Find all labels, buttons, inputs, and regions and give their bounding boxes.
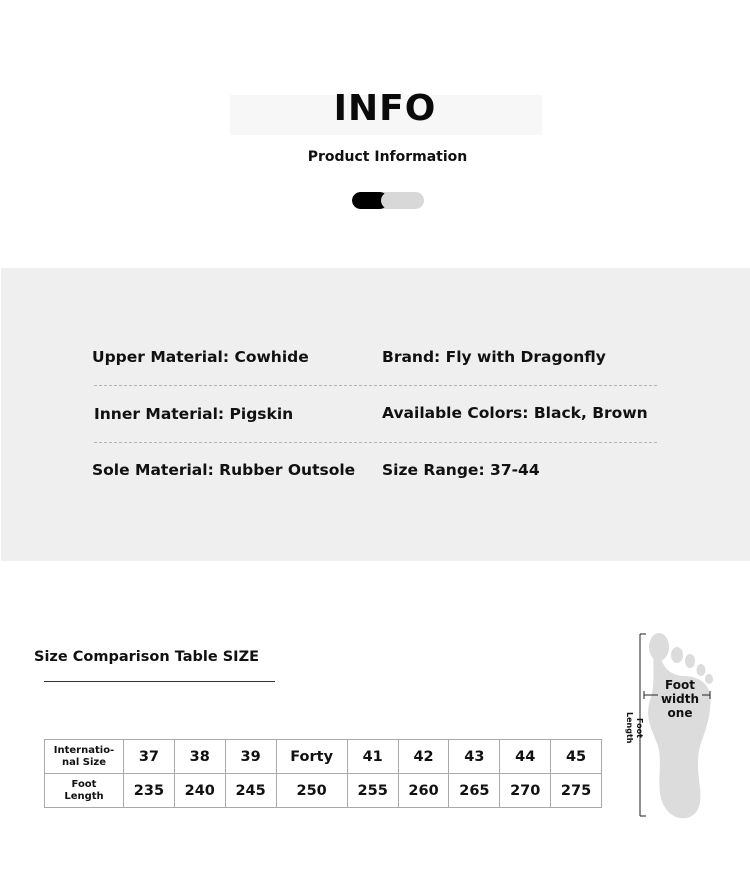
size-table-heading: Size Comparison Table SIZE [34, 649, 259, 665]
length-cell: 250 [276, 774, 347, 808]
length-cell: 235 [124, 774, 175, 808]
foot-width-label: Foot width one [660, 678, 700, 720]
heading-underline [44, 681, 275, 682]
size-cell: Forty [276, 740, 347, 774]
info-inner-material: Inner Material: Pigskin [94, 405, 294, 423]
foot-length-label: Foot Length [625, 712, 644, 744]
info-size-range: Size Range: 37-44 [382, 461, 540, 479]
page-subtitle: Product Information [307, 149, 468, 165]
row-header-label: Internatio- nal Size [53, 744, 115, 768]
size-cell: 42 [398, 740, 449, 774]
size-cell: 41 [347, 740, 398, 774]
size-cell: 37 [124, 740, 175, 774]
row-header-foot-length [45, 774, 124, 808]
table-row [45, 774, 602, 808]
size-cell: 45 [551, 740, 602, 774]
info-sole-material: Sole Material: Rubber Outsole [92, 461, 356, 479]
info-divider [94, 442, 657, 443]
foot-silhouette-icon [648, 633, 713, 818]
page-title: INFO [333, 88, 437, 129]
slide-indicator [352, 192, 424, 209]
info-divider [94, 385, 657, 386]
length-cell: 255 [347, 774, 398, 808]
length-cell: 265 [449, 774, 500, 808]
table-row [45, 740, 602, 774]
length-cell: 270 [500, 774, 551, 808]
size-cell: 43 [449, 740, 500, 774]
size-cell: 39 [225, 740, 276, 774]
length-cell: 240 [174, 774, 225, 808]
info-upper-material: Upper Material: Cowhide [92, 348, 309, 366]
row-header-label: Foot Length [64, 778, 104, 802]
size-cell: 38 [174, 740, 225, 774]
info-available-colors: Available Colors: Black, Brown [382, 404, 648, 422]
length-cell: 260 [398, 774, 449, 808]
size-comparison-table [44, 739, 602, 808]
length-cell: 245 [225, 774, 276, 808]
length-cell: 275 [551, 774, 602, 808]
size-cell: 44 [500, 740, 551, 774]
slide-indicator-knob [381, 192, 398, 209]
row-header-international-size [45, 740, 124, 774]
info-brand: Brand: Fly with Dragonfly [382, 348, 606, 366]
